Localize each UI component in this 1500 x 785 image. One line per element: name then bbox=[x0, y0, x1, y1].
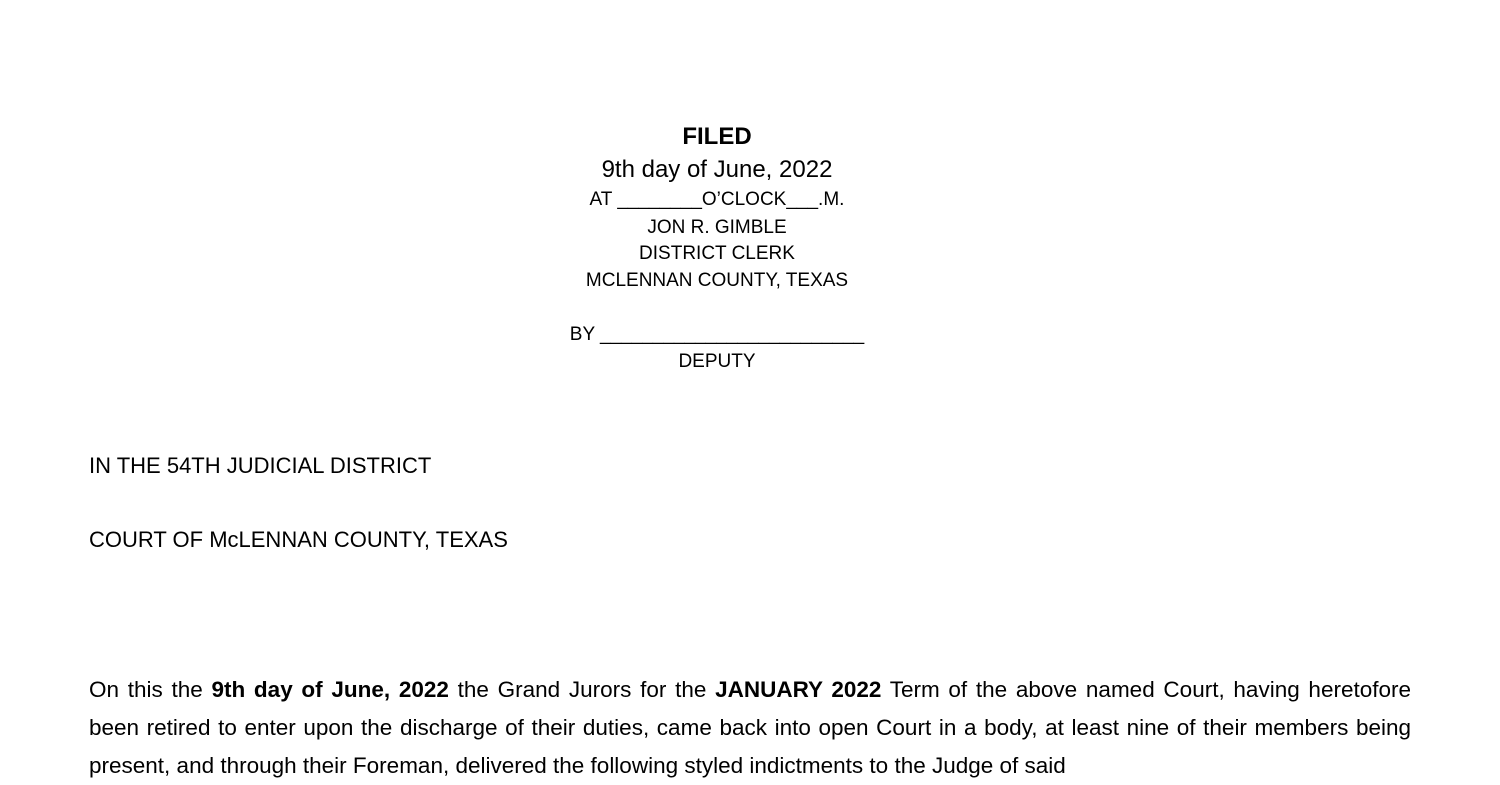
body-paragraph bbox=[89, 671, 1411, 785]
by-signature-line: BY _________________________ bbox=[569, 324, 865, 345]
filed-county: MCLENNAN COUNTY, TEXAS bbox=[585, 270, 849, 291]
court-heading-line-2: COURT OF McLENNAN COUNTY, TEXAS bbox=[89, 527, 508, 552]
deputy-label: DEPUTY bbox=[678, 351, 756, 372]
body-text-1: On this the bbox=[89, 677, 212, 702]
body-text-3: Term of the above named Court, having heretofore been retired to enter upon the discharge of their duties, came back into open Court in a body, at least nine of their members being present, and through their Foreman, delivered the following styled indictments to the Judge of said bbox=[89, 677, 1412, 778]
body-term-bold: JANUARY 2022 bbox=[715, 677, 882, 702]
body-date-bold: 9th day of June, 2022 bbox=[211, 677, 449, 702]
filed-time-line: AT ________O’CLOCK___.M. bbox=[589, 189, 845, 210]
clerk-title: DISTRICT CLERK bbox=[639, 243, 795, 264]
clerk-name: JON R. GIMBLE bbox=[647, 217, 787, 238]
body-text-2: the Grand Jurors for the bbox=[448, 677, 716, 702]
filed-date: 9th day of June, 2022 bbox=[601, 156, 833, 183]
court-heading-line-1: IN THE 54TH JUDICIAL DISTRICT bbox=[89, 453, 432, 478]
filed-title: FILED bbox=[682, 123, 752, 150]
